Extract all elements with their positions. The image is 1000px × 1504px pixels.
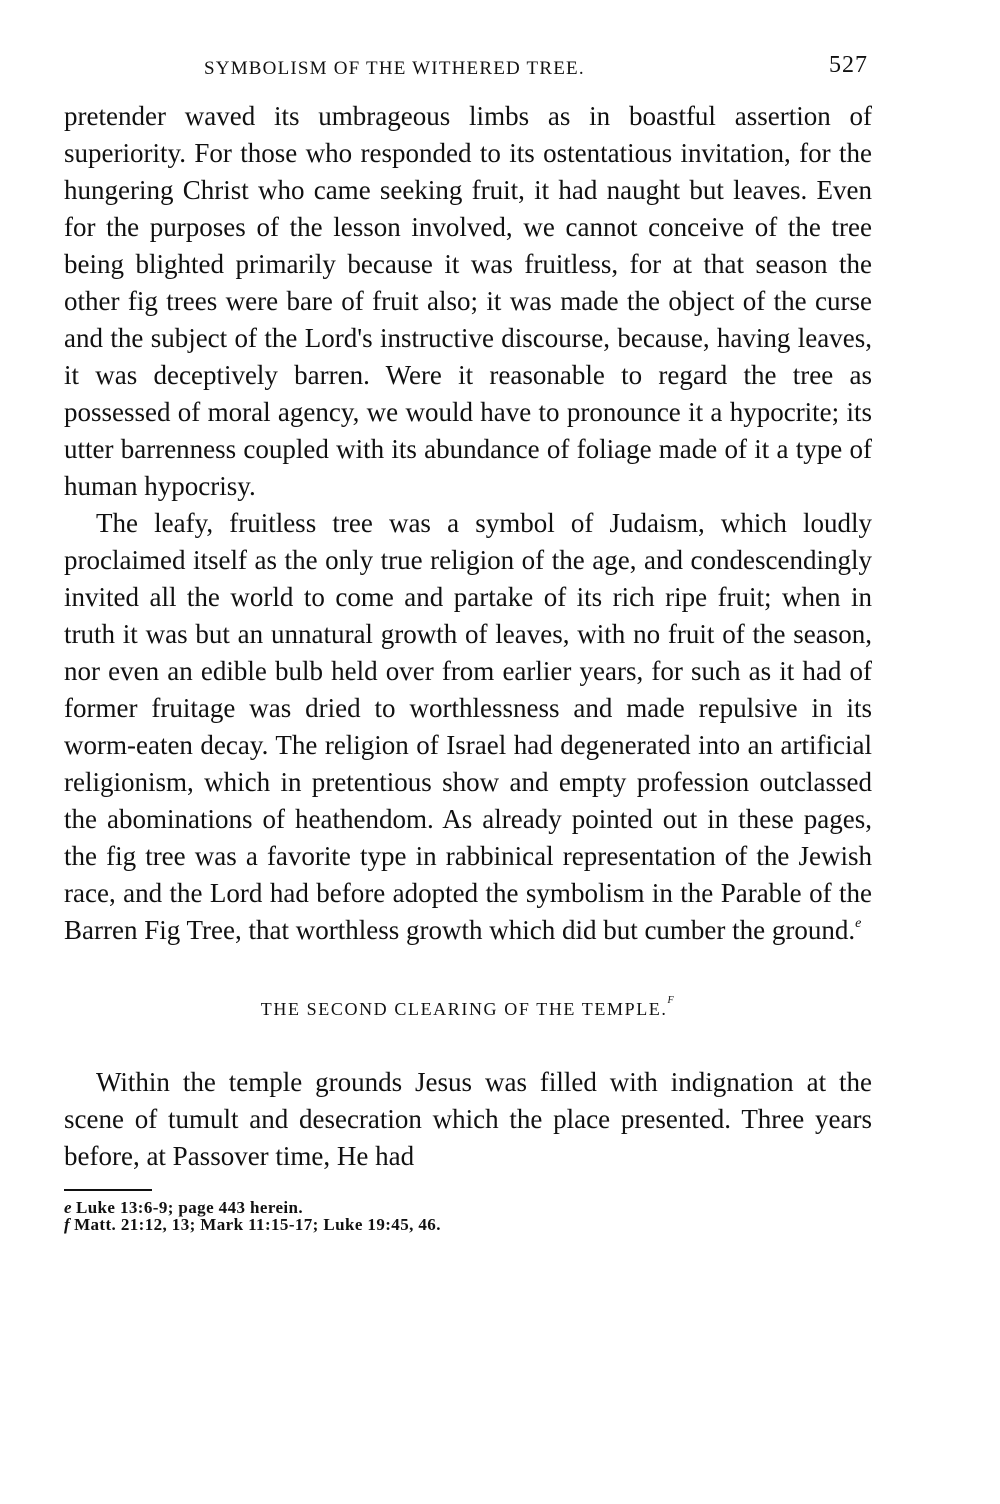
- running-title: SYMBOLISM OF THE WITHERED TREE.: [204, 58, 585, 79]
- footnote-f-text: Matt. 21:12, 13; Mark 11:15-17; Luke 19:45, 46.: [74, 1215, 441, 1234]
- book-page: [64, 48, 872, 1468]
- page-number: 527: [829, 52, 868, 78]
- footnote-ref-e: e: [855, 916, 862, 931]
- paragraph-3-text: Within the temple grounds Jesus was filled with indignation at the scene of tumult and desecration which the place presented. Three years before, at Passover time, He had: [64, 1067, 872, 1171]
- section-heading-text: THE SECOND CLEARING OF THE TEMPLE.: [260, 999, 668, 1019]
- footnote-ref-f: f: [667, 992, 676, 1007]
- paragraph-2-text: The leafy, fruitless tree was a symbol of Judaism, which loudly proclaimed itself as the only true religion of the age, and condescendingly invited all the world to come and partake of its rich ripe fruit; when in truth it was but an unnatural growth of leaves, with no fruit of the season, nor even an edible bulb held over from earlier years, for such as it had of former fruitage was dried to worthlessness and made repulsive in its worm-eaten decay. The religion of Israel had degenerated into an artificial religionism, which in pretentious show and empty profession outclassed the abominations of heathendom. As already pointed out in these pages, the fig tree was a favorite type in rabbinical representation of the Jewish race, and the Lord had before adopted the symbolism in the Parable of the Barren Fig Tree, that worthless growth which did but cumber the ground.: [64, 508, 872, 945]
- footnotes: [64, 1199, 872, 1233]
- footnote-e: [64, 1199, 872, 1216]
- section-heading: [64, 992, 872, 1020]
- footnote-e-text: Luke 13:6-9; page 443 herein.: [75, 1198, 304, 1217]
- paragraph-3: [64, 1064, 872, 1175]
- running-head: [64, 48, 872, 98]
- footnote-f: [64, 1216, 872, 1233]
- paragraph-1: [64, 98, 872, 505]
- paragraph-2: [64, 505, 872, 949]
- footnote-e-mark: e: [64, 1198, 72, 1217]
- footnote-divider: [64, 1189, 152, 1191]
- paragraph-1-text: pretender waved its umbrageous limbs as in boastful assertion of superiority. For those who responded to its ostentatious invitation, for the hungering Christ who came seeking fruit, it had naught but leaves. Even for the purposes of the lesson involved, we cannot conceive of the tree being blighted primarily because it was fruitless, for at that season the other fig trees were bare of fruit also; it was made the object of the curse and the subject of the Lord's instructive discourse, because, having leaves, it was deceptively barren. Were it reasonable to regard the tree as possessed of moral agency, we would have to pronounce it a hypocrite; its utter barrenness coupled with its abundance of foliage made of it a type of human hypocrisy.: [64, 101, 872, 501]
- footnote-f-mark: f: [64, 1215, 71, 1234]
